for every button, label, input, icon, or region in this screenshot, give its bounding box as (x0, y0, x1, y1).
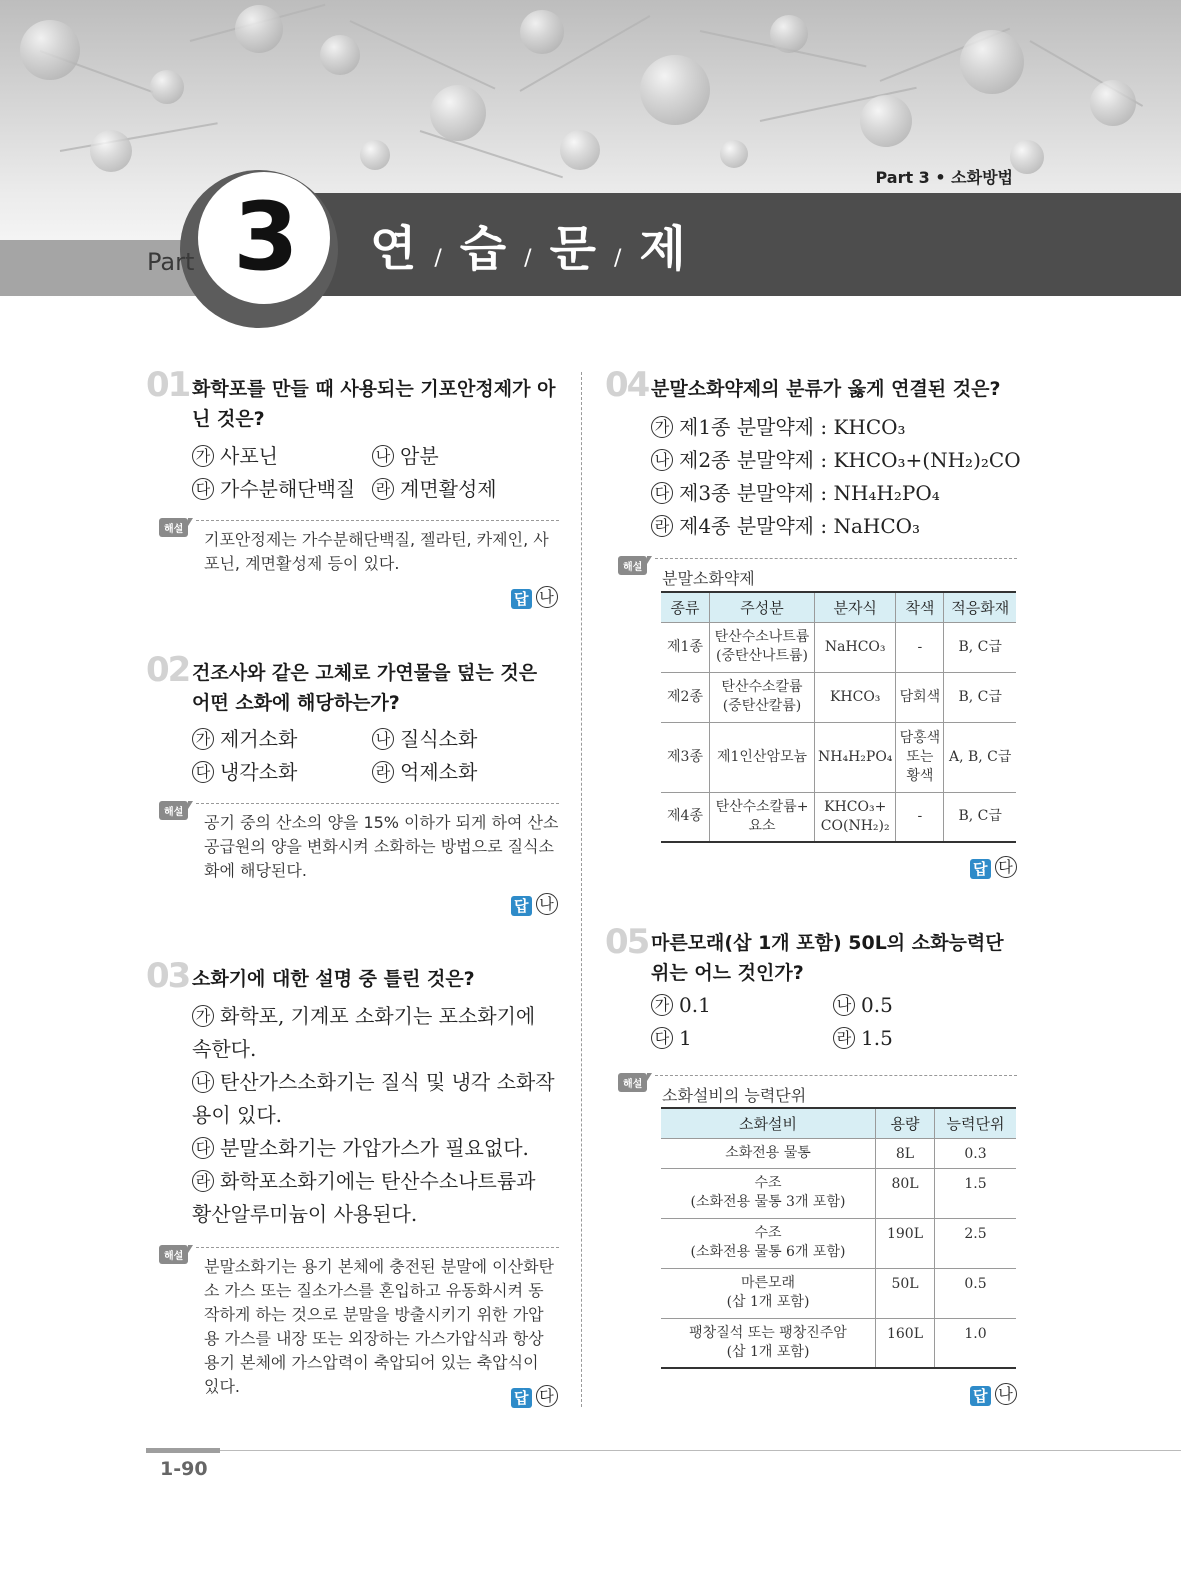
option-text: 0.5 (861, 993, 893, 1017)
table-cell: KHCO₃ (815, 672, 896, 722)
explanation-text: 기포안정제는 가수분해단백질, 젤라틴, 카제인, 사포닌, 계면활성제 등이 있다. (204, 530, 549, 573)
powder-extinguisher-table (661, 591, 1016, 843)
table-cell: 제3종 (661, 722, 710, 792)
table-cell: 담홍색 또는 황색 (896, 722, 944, 792)
option-ra (192, 1165, 559, 1231)
table-cell: 제1종 (661, 622, 710, 672)
option-na (192, 1066, 559, 1132)
table-title: 소화설비의 능력단위 (662, 1086, 807, 1105)
option-mark: 다 (192, 478, 214, 500)
option-da (651, 477, 940, 506)
question-text: 건조사와 같은 고체로 가연물을 덮는 것은 어떤 소화에 해당하는가? (192, 662, 538, 714)
table-cell: 수조 (소화전용 물통 3개 포함) (661, 1168, 876, 1218)
title-separator: / (613, 246, 622, 271)
option-mark: 가 (192, 1005, 214, 1027)
table-cell: - (896, 792, 944, 842)
answer-mark: 다 (995, 856, 1017, 878)
option-text: 냉각소화 (220, 760, 298, 784)
table-cell: 탄산수소칼륨 (중탄산칼륨) (710, 672, 815, 722)
question-number: 04 (605, 365, 649, 405)
question-number: 03 (146, 956, 190, 996)
table-cell: - (896, 622, 944, 672)
column-header: 주성분 (710, 592, 815, 622)
option-mark: 라 (192, 1170, 214, 1192)
column-header: 착색 (896, 592, 944, 622)
question-number: 02 (146, 650, 190, 690)
option-mark: 다 (651, 1027, 673, 1049)
option-text: 암분 (400, 444, 439, 468)
table-cell: KHCO₃+ CO(NH₂)₂ (815, 792, 896, 842)
question-text: 화학포를 만들 때 사용되는 기포안정제가 아닌 것은? (192, 378, 556, 430)
question-text: 분말소화약제의 분류가 옳게 연결된 것은? (651, 378, 1001, 400)
option-na (372, 723, 477, 752)
answer-label: 답 (511, 589, 532, 609)
option-ra (372, 756, 477, 785)
table-header-row (661, 1108, 1016, 1138)
table-cell: 80L (876, 1168, 935, 1218)
table-cell: 마른모래 (삽 1개 포함) (661, 1268, 876, 1318)
explanation-rule (196, 1247, 559, 1248)
title-char: 연 (370, 221, 417, 277)
table-cell: 160L (876, 1318, 935, 1368)
column-header: 적응화재 (944, 592, 1016, 622)
table-row (661, 1218, 1016, 1268)
option-da (651, 1026, 692, 1050)
option-ga (651, 411, 906, 440)
table-cell: 소화전용 물통 (661, 1138, 876, 1168)
column-header: 용량 (876, 1108, 935, 1138)
option-na (833, 993, 893, 1017)
explanation-label: 해설 (618, 556, 647, 575)
option-mark: 가 (651, 416, 673, 438)
option-ra (372, 473, 497, 502)
table-cell: 담회색 (896, 672, 944, 722)
option-mark: 나 (192, 1071, 214, 1093)
title-separator: / (434, 246, 442, 271)
title-char: 제 (639, 221, 686, 277)
option-text: 1 (679, 1026, 692, 1050)
explanation-label: 해설 (159, 1245, 188, 1264)
explanation-rule (655, 558, 1017, 559)
option-mark: 나 (833, 994, 855, 1016)
table-cell: 0.5 (935, 1268, 1017, 1318)
option-text: 1.5 (861, 1026, 893, 1050)
answer-label: 답 (511, 896, 532, 916)
table-cell: NH₄H₂PO₄ (815, 722, 896, 792)
table-row (661, 1268, 1016, 1318)
column-header: 종류 (661, 592, 710, 622)
option-mark: 다 (192, 761, 214, 783)
table-cell: 제4종 (661, 792, 710, 842)
title-separator: / (524, 246, 532, 271)
table-row (661, 722, 1016, 792)
table-cell: 제2종 (661, 672, 710, 722)
option-ra (651, 510, 920, 539)
option-mark: 가 (192, 445, 214, 467)
question-number: 01 (146, 365, 190, 405)
option-mark: 라 (372, 478, 394, 500)
question-text: 소화기에 대한 설명 중 틀린 것은? (192, 968, 475, 990)
table-cell: NaHCO₃ (815, 622, 896, 672)
option-mark: 라 (651, 515, 673, 537)
option-na (651, 444, 1021, 473)
table-cell: 0.3 (935, 1138, 1017, 1168)
option-ga (192, 440, 278, 469)
answer (511, 893, 564, 916)
option-da (192, 756, 297, 785)
table-cell: 8L (876, 1138, 935, 1168)
answer-mark: 나 (536, 586, 558, 608)
explanation-label: 해설 (159, 801, 188, 820)
column-header: 소화설비 (661, 1108, 876, 1138)
option-mark: 다 (651, 482, 673, 504)
table-row (661, 792, 1016, 842)
option-na (372, 440, 439, 469)
table-cell: A, B, C급 (944, 722, 1016, 792)
option-text: 계면활성제 (400, 477, 497, 501)
option-mark: 가 (192, 728, 214, 750)
option-text: 질식소화 (400, 727, 478, 751)
answer (970, 1383, 1023, 1406)
answer-mark: 나 (536, 893, 558, 915)
part-label: Part (147, 248, 195, 276)
option-text: 제1종 분말약제 : KHCO₃ (679, 415, 906, 439)
column-divider (581, 372, 582, 1407)
table-cell: 1.5 (935, 1168, 1017, 1218)
table-row (661, 1138, 1016, 1168)
table-cell: B, C급 (944, 622, 1016, 672)
title-char: 습 (459, 221, 507, 277)
explanation-rule (196, 520, 559, 521)
title-char: 문 (549, 221, 596, 277)
footer-accent (146, 1448, 220, 1453)
option-ga (192, 723, 297, 752)
option-text: 제거소화 (220, 727, 298, 751)
answer-label: 답 (970, 859, 991, 879)
table-cell: 탄산수소칼륨+ 요소 (710, 792, 815, 842)
option-ga (651, 993, 711, 1017)
table-cell: B, C급 (944, 792, 1016, 842)
table-cell: 1.0 (935, 1318, 1017, 1368)
table-cell: 제1인산암모늄 (710, 722, 815, 792)
answer (511, 1385, 564, 1408)
explanation-rule (196, 803, 559, 804)
table-row (661, 622, 1016, 672)
option-mark: 나 (651, 449, 673, 471)
option-mark: 가 (651, 994, 673, 1016)
table-cell: 2.5 (935, 1218, 1017, 1268)
table-cell: 탄산수소나트륨 (중탄산나트륨) (710, 622, 815, 672)
table-cell: B, C급 (944, 672, 1016, 722)
option-mark: 다 (192, 1137, 214, 1159)
table-row (661, 1168, 1016, 1218)
answer (970, 856, 1023, 879)
explanation-text: 공기 중의 산소의 양을 15% 이하가 되게 하여 산소공급원의 양을 변화시켜 소화하는 방법으로 질식소화에 해당된다. (204, 813, 559, 880)
explanation-label: 해설 (159, 518, 188, 537)
option-text: 제2종 분말약제 : KHCO₃+(NH₂)₂CO (679, 448, 1021, 472)
page-title (370, 210, 686, 279)
option-text: 0.1 (679, 993, 711, 1017)
table-row (661, 672, 1016, 722)
table-cell: 190L (876, 1218, 935, 1268)
explanation-label: 해설 (618, 1073, 647, 1092)
answer-mark: 다 (536, 1385, 558, 1407)
column-header: 능력단위 (935, 1108, 1017, 1138)
option-da (192, 1132, 559, 1165)
table-cell: 50L (876, 1268, 935, 1318)
answer-label: 답 (511, 1388, 532, 1408)
footer-rule (146, 1450, 1181, 1451)
option-text: 화학포, 기계포 소화기는 포소화기에 속한다. (192, 1004, 536, 1061)
option-text: 제4종 분말약제 : NaHCO₃ (679, 514, 921, 538)
explanation-text: 분말소화기는 용기 본체에 충전된 분말에 이산화탄소 가스 또는 질소가스를 혼입하고 유동화시켜 동작하게 하는 것으로 분말을 방출시키기 위한 가압용 가스를 내장 또는 외장하는 가스가압식과 항상 용기 본체에 가스압력이 축압되어 있는 축압식이 있다. (204, 1257, 555, 1396)
answer-mark: 나 (995, 1383, 1017, 1405)
table-cell: 팽창질석 또는 팽창진주암 (삽 1개 포함) (661, 1318, 876, 1368)
part-number: 3 (233, 183, 295, 292)
option-text: 분말소화기는 가압가스가 필요없다. (220, 1136, 529, 1160)
option-da (192, 473, 355, 502)
question-text: 마른모래(삽 1개 포함) 50L의 소화능력단위는 어느 것인가? (651, 932, 1004, 984)
table-title: 분말소화약제 (662, 569, 755, 588)
column-header: 분자식 (815, 592, 896, 622)
capacity-unit-table (661, 1107, 1016, 1369)
table-row (661, 1318, 1016, 1368)
option-text: 탄산가스소화기는 질식 및 냉각 소화작용이 있다. (192, 1070, 555, 1127)
option-ra (833, 1026, 893, 1050)
answer (511, 586, 564, 609)
option-text: 제3종 분말약제 : NH₄H₂PO₄ (679, 481, 940, 505)
option-mark: 라 (833, 1027, 855, 1049)
option-text: 가수분해단백질 (220, 477, 356, 501)
running-head: Part 3 • 소화방법 (875, 168, 1013, 187)
explanation-rule (655, 1075, 1017, 1076)
option-text: 사포닌 (220, 444, 278, 468)
page-number: 1-90 (160, 1458, 208, 1480)
question-number: 05 (605, 922, 649, 962)
option-text: 억제소화 (400, 760, 478, 784)
option-ga (192, 1000, 559, 1066)
table-cell: 수조 (소화전용 물통 6개 포함) (661, 1218, 876, 1268)
option-text: 화학포소화기에는 탄산수소나트륨과 황산알루미늄이 사용된다. (192, 1169, 536, 1226)
option-mark: 라 (372, 761, 394, 783)
option-mark: 나 (372, 445, 394, 467)
option-mark: 나 (372, 728, 394, 750)
answer-label: 답 (970, 1386, 991, 1406)
table-header-row (661, 592, 1016, 622)
